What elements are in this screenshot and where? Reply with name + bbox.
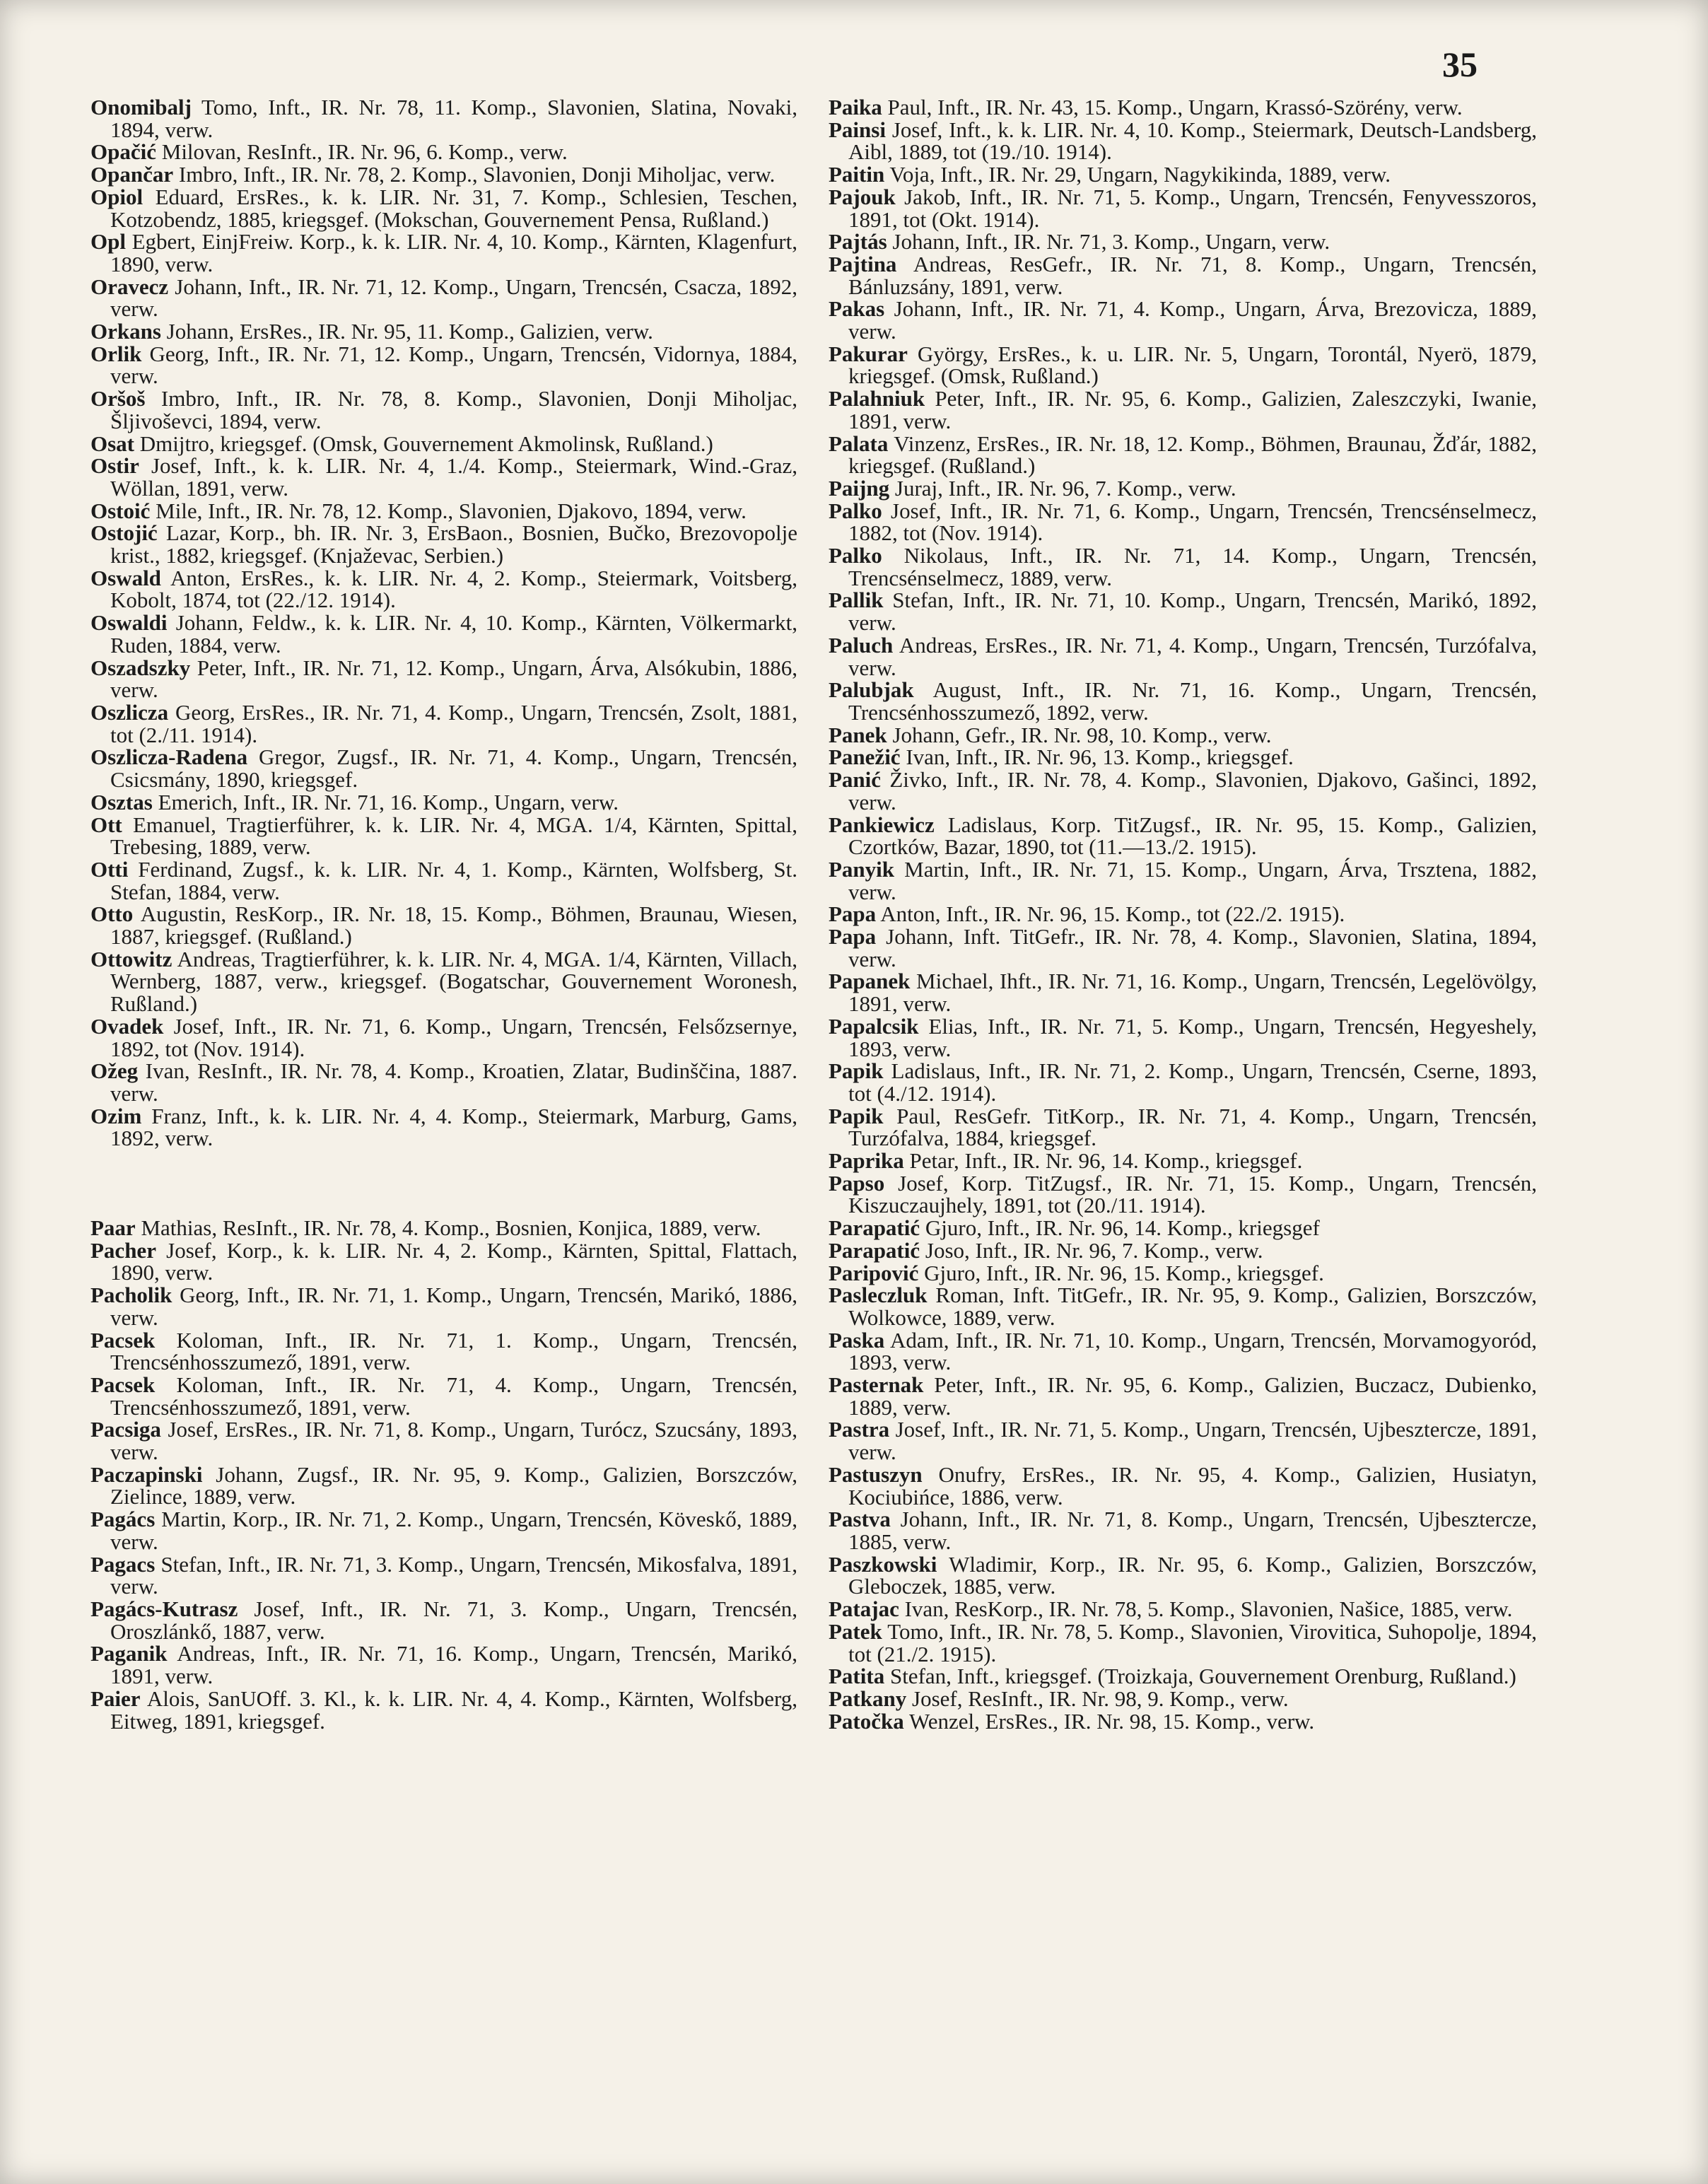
entry-details: Juraj, Inft., IR. Nr. 96, 7. Komp., verw. [889,475,1236,501]
list-entry [90,1374,797,1418]
list-entry [829,634,1537,679]
entry-details: Georg, Inft., IR. Nr. 71, 1. Komp., Ungarn, Trencsén, Marikó, 1886, verw. [110,1283,797,1330]
entry-surname: Parapatić [829,1237,920,1263]
entry-details: Andreas, ResGefr., IR. Nr. 71, 8. Komp., Ungarn, Trencsén, Bánluzsány, 1891, verw. [848,251,1537,299]
entry-details: Josef, Inft., k. k. LIR. Nr. 4, 10. Komp., Steiermark, Deutsch-Landsberg, Aibl, 1889, tot (19./10. 1914). [848,117,1537,165]
list-entry [829,1060,1537,1104]
list-entry [829,1015,1537,1060]
entry-details: August, Inft., IR. Nr. 71, 16. Komp., Ungarn, Trencsén, Trencsénhosszumező, 1892, verw. [848,677,1537,725]
list-entry [829,588,1537,636]
list-entry [90,1688,797,1732]
entry-surname: Panek [829,722,887,747]
list-entry [829,96,1537,119]
entry-surname: Palko [829,543,882,568]
list-entry [90,1598,797,1642]
entry-details: Nikolaus, Inft., IR. Nr. 71, 14. Komp., Ungarn, Trencsén, Trencsénselmecz, 1889, verw. [848,543,1537,590]
list-entry [90,455,797,499]
entry-surname: Paszkowski [829,1551,937,1577]
entry-surname: Paier [90,1686,141,1711]
entry-surname: Pastva [829,1507,891,1532]
list-entry [829,858,1537,903]
list-entry [90,1217,797,1239]
entry-details: Johann, Feldw., k. k. LIR. Nr. 4, 10. Komp., Kärnten, Völkermarkt, Ruden, 1884, verw. [110,610,797,658]
entry-details: Johann, Inft., IR. Nr. 71, 3. Komp., Ungarn, verw. [887,229,1330,255]
entry-surname: Papik [829,1058,884,1084]
entry-surname: Paska [829,1327,885,1353]
entry-surname: Painsi [829,117,886,142]
right-column [829,96,1537,1732]
entry-details: Elias, Inft., IR. Nr. 71, 5. Komp., Ungarn, Trencsén, Hegyeshely, 1893, verw. [848,1013,1537,1061]
entry-details: Michael, Ihft., IR. Nr. 71, 16. Komp., Ungarn, Trencsén, Legelövölgy, 1891, verw. [848,969,1537,1017]
entry-surname: Patita [829,1664,885,1689]
entry-details: Johann, Inft. TitGefr., IR. Nr. 78, 4. Komp., Slavonien, Slatina, 1894, verw. [848,924,1537,971]
entry-details: Josef, ErsRes., IR. Nr. 71, 8. Komp., Ungarn, Turócz, Szucsány, 1893, verw. [110,1417,797,1465]
list-entry [90,1105,797,1150]
entry-details: Vinzenz, ErsRes., IR. Nr. 18, 12. Komp., Böhmen, Braunau, Žďár, 1882, kriegsgef. (Rußland.) [848,431,1537,479]
entry-surname: Ovadek [90,1013,164,1039]
entry-details: Ladislaus, Korp. TitZugsf., IR. Nr. 95, 15. Komp., Galizien, Czortków, Bazar, 1890, tot (11.—13./2. 1915). [848,812,1537,860]
entry-surname: Pajtina [829,251,897,276]
entry-surname: Papso [829,1170,885,1196]
entry-surname: Panić [829,767,882,793]
entry-surname: Paluch [829,632,894,658]
entry-details: Anton, Inft., IR. Nr. 96, 15. Komp., tot (22./2. 1915). [876,901,1345,927]
list-entry [90,320,797,343]
list-entry [90,567,797,612]
entry-surname: Ostoić [90,498,151,523]
entry-surname: Onomibalj [90,95,192,119]
entry-surname: Oršoš [90,386,146,411]
entry-surname: Panežić [829,744,901,770]
section-gap [90,1150,797,1217]
list-entry [90,522,797,566]
list-entry [829,769,1537,813]
list-entry [90,901,797,950]
list-entry [90,612,797,656]
list-entry [829,1172,1537,1217]
entry-surname: Opančar [90,162,174,187]
entry-surname: Papa [829,901,877,927]
entry-details: Alois, SanUOff. 3. Kl., k. k. LIR. Nr. 4, 4. Komp., Kärnten, Wolfsberg, Eitweg, 1891, kriegsgef. [110,1686,797,1734]
list-entry [829,1665,1537,1688]
entry-surname: Papik [829,1103,884,1128]
entry-details: Onufry, ErsRes., IR. Nr. 95, 4. Komp., Galizien, Husiatyn, Kociubińce, 1886, verw. [848,1461,1537,1509]
entry-surname: Pacher [90,1237,156,1263]
entry-surname: Pajouk [829,184,896,209]
list-entry [90,343,797,387]
entry-surname: Pajtás [829,229,887,255]
entry-details: Josef, ResInft., IR. Nr. 98, 9. Komp., verw. [906,1686,1289,1711]
list-entry [829,1598,1537,1621]
list-entry [829,1150,1537,1172]
entry-details: Josef, Korp., k. k. LIR. Nr. 4, 2. Komp., Kärnten, Spittal, Flattach, 1890, verw. [110,1237,797,1285]
entry-surname: Paganik [90,1641,168,1666]
entry-surname: Oswaldi [90,610,168,636]
entry-details: Paul, Inft., IR. Nr. 43, 15. Komp., Ungarn, Krassó-Szörény, verw. [882,95,1463,119]
entry-details: Voja, Inft., IR. Nr. 29, Ungarn, Nagykikinda, 1889, verw. [884,162,1391,187]
list-entry [829,1461,1537,1509]
entry-details: Stefan, Inft., IR. Nr. 71, 3. Komp., Ungarn, Trencsén, Mikosfalva, 1891, verw. [110,1551,797,1599]
list-entry [90,1642,797,1687]
list-entry [90,500,797,522]
list-entry [829,1418,1537,1463]
entry-surname: Pakurar [829,341,908,366]
list-entry [90,1461,797,1509]
entry-details: Gjuro, Inft., IR. Nr. 96, 15. Komp., kriegsgef. [918,1260,1324,1285]
entry-surname: Opačić [90,139,156,165]
entry-details: Imbro, Inft., IR. Nr. 78, 2. Komp., Slavonien, Donji Miholjac, verw. [173,162,776,187]
list-entry [829,1710,1537,1733]
entry-surname: Oszlicza-Radena [90,744,248,770]
list-entry [90,163,797,186]
entry-details: Andreas, Tragtierführer, k. k. LIR. Nr. 4, MGA. 1/4, Kärnten, Villach, Wernberg, 1887, verw., kriegsgef. (Bogatschar, Gouvernement Woronesh, Rußland.) [110,946,797,1017]
entry-details: Dmijtro, kriegsgef. (Omsk, Gouvernement Akmolinsk, Rußland.) [134,431,713,456]
entry-details: Johann, Inft., IR. Nr. 71, 12. Komp., Ungarn, Trencsén, Csacza, 1892, verw. [110,274,797,322]
entry-surname: Palko [829,498,882,523]
entry-surname: Otti [90,856,129,882]
entry-surname: Ostir [90,453,139,479]
entry-surname: Pacsek [90,1372,156,1397]
entry-details: Milovan, ResInft., IR. Nr. 96, 6. Komp., verw. [156,139,568,165]
entry-surname: Palubjak [829,677,914,703]
entry-details: Franz, Inft., k. k. LIR. Nr. 4, 4. Komp., Steiermark, Marburg, Gams, 1892, verw. [110,1103,797,1151]
entry-details: Tomo, Inft., IR. Nr. 78, 5. Komp., Slavonien, Virovitica, Suhopolje, 1894, tot (21./2. 1915). [848,1618,1537,1666]
entry-details: Peter, Inft., IR. Nr. 95, 6. Komp., Galizien, Zaleszczyki, Iwanie, 1891, verw. [848,386,1537,433]
entry-details: Mathias, ResInft., IR. Nr. 78, 4. Komp., Bosnien, Konjica, 1889, verw. [135,1215,761,1241]
list-entry [90,1418,797,1463]
entry-details: Johann, Zugsf., IR. Nr. 95, 9. Komp., Galizien, Borszczów, Zielince, 1889, verw. [110,1461,797,1509]
list-entry [829,1217,1537,1239]
entry-surname: Orlik [90,341,142,366]
list-entry [829,230,1537,253]
list-entry [829,1553,1537,1598]
entry-surname: Papalcsik [829,1013,919,1039]
entry-surname: Pagács [90,1507,156,1532]
list-entry [829,746,1537,769]
entry-details: Paul, ResGefr. TitKorp., IR. Nr. 71, 4. Komp., Ungarn, Trencsén, Turzófalva, 1884, kriegsgef. [848,1103,1537,1151]
entry-details: Ivan, ResKorp., IR. Nr. 78, 5. Komp., Slavonien, Našice, 1885, verw. [899,1596,1513,1622]
entry-details: Imbro, Inft., IR. Nr. 78, 8. Komp., Slavonien, Donji Miholjac, Šljivoševci, 1894, verw. [110,386,797,433]
entry-details: Eduard, ErsRes., k. k. LIR. Nr. 31, 7. Komp., Schlesien, Teschen, Kotzobendz, 1885, kriegsgef. (Mokschan, Gouvernement Pensa, Rußland.) [110,184,797,232]
entry-surname: Pacholik [90,1283,172,1308]
entry-surname: Oravecz [90,274,169,299]
list-entry [829,1508,1537,1553]
entry-surname: Panyik [829,856,895,882]
entry-details: Petar, Inft., IR. Nr. 96, 14. Komp., kriegsgef. [903,1148,1303,1174]
entry-surname: Pastuszyn [829,1461,923,1487]
list-entry [829,1284,1537,1328]
entry-surname: Paprika [829,1148,904,1174]
entry-surname: Opiol [90,184,144,209]
entry-surname: Ott [90,812,122,837]
entry-surname: Pallik [829,588,884,613]
list-entry [829,163,1537,186]
list-entry [829,1374,1537,1418]
entry-details: Josef, Korp. TitZugsf., IR. Nr. 71, 15. Komp., Ungarn, Trencsén, Kiszuczaujhely, 1891, tot (20./11. 1914). [848,1170,1537,1218]
entry-surname: Paitin [829,162,885,187]
entry-details: Egbert, EinjFreiw. Korp., k. k. LIR. Nr. 4, 10. Komp., Kärnten, Klagenfurt, 1890, verw. [110,229,797,276]
list-entry [90,814,797,858]
entry-surname: Oszlicza [90,699,169,725]
list-entry [829,186,1537,230]
list-entry [829,500,1537,544]
list-entry [829,1688,1537,1710]
list-entry [829,903,1537,925]
list-entry [829,1262,1537,1285]
entry-details: Koloman, Inft., IR. Nr. 71, 4. Komp., Ungarn, Trencsén, Trencsénhosszumező, 1891, verw. [110,1372,797,1420]
list-entry [829,679,1537,723]
list-entry [829,119,1537,163]
list-entry [829,298,1537,342]
entry-details: Andreas, Inft., IR. Nr. 71, 16. Komp., Ungarn, Trencsén, Marikó, 1891, verw. [110,1641,797,1689]
entry-surname: Paijng [829,475,890,501]
entry-details: Josef, Inft., IR. Nr. 71, 3. Komp., Ungarn, Trencsén, Oroszlánkő, 1887, verw. [110,1596,797,1644]
list-entry [90,96,797,141]
entry-surname: Osat [90,431,134,456]
entry-surname: Pastra [829,1417,890,1442]
entry-details: Josef, Inft., IR. Nr. 71, 6. Komp., Ungarn, Trencsén, Trencsénselmecz, 1882, tot (Nov. 1914). [848,498,1537,546]
entry-surname: Parapatić [829,1215,920,1241]
entry-details: György, ErsRes., k. u. LIR. Nr. 5, Ungarn, Torontál, Nyerö, 1879, kriegsgef. (Omsk, Rußland.) [848,341,1537,389]
entry-details: Živko, Inft., IR. Nr. 78, 4. Komp., Slavonien, Djakovo, Gašinci, 1892, verw. [848,767,1537,814]
entry-surname: Palahniuk [829,386,925,411]
entry-details: Georg, ErsRes., IR. Nr. 71, 4. Komp., Ungarn, Trencsén, Zsolt, 1881, tot (2./11. 1914). [110,699,797,747]
list-entry [90,1508,797,1553]
entry-details: Adam, Inft., IR. Nr. 71, 10. Komp., Ungarn, Trencsén, Morvamogyoród, 1893, verw. [848,1327,1537,1375]
entry-surname: Pasternak [829,1372,924,1398]
entry-surname: Pasleczluk [829,1283,928,1308]
left-entries-pa [90,1217,797,1732]
page-number: 35 [1442,45,1478,84]
entry-surname: Paczapinski [90,1461,203,1487]
entry-surname: Paripović [829,1260,919,1285]
list-entry [90,1015,797,1060]
entry-details: Tomo, Inft., IR. Nr. 78, 11. Komp., Slavonien, Slatina, Novaki, 1894, verw. [110,95,797,142]
entry-surname: Orkans [90,319,161,344]
entry-details: Gregor, Zugsf., IR. Nr. 71, 4. Komp., Ungarn, Trencsén, Csicsmány, 1890, kriegsgef. [110,744,797,793]
entry-details: Martin, Korp., IR. Nr. 71, 2. Komp., Ungarn, Trencsén, Köveskő, 1889, verw. [110,1507,797,1554]
list-entry [90,1329,797,1374]
entry-details: Augustin, ResKorp., IR. Nr. 18, 15. Komp., Böhmen, Braunau, Wiesen, 1887, kriegsgef. (Rußland.) [110,901,797,950]
entry-surname: Ožeg [90,1058,139,1084]
entry-details: Peter, Inft., IR. Nr. 95, 6. Komp., Galizien, Buczacz, Dubienko, 1889, verw. [848,1372,1537,1420]
entry-details: Georg, Inft., IR. Nr. 71, 12. Komp., Ungarn, Trencsén, Vidornya, 1884, verw. [110,341,797,389]
entry-details: Johann, Gefr., IR. Nr. 98, 10. Komp., verw. [887,722,1272,747]
entry-surname: Patek [829,1618,882,1644]
list-entry [829,1239,1537,1262]
left-entries-o [90,96,797,1150]
entry-surname: Pacsiga [90,1417,161,1442]
list-entry [829,814,1537,858]
entry-details: Josef, Inft., IR. Nr. 71, 6. Komp., Ungarn, Trencsén, Felsőzsernye, 1892, tot (Nov. 1914). [110,1013,797,1061]
entry-surname: Patočka [829,1708,904,1734]
entry-details: Stefan, Inft., kriegsgef. (Troizkaja, Gouvernement Orenburg, Rußland.) [884,1664,1516,1689]
entry-details: Wladimir, Korp., IR. Nr. 95, 6. Komp., Galizien, Borszczów, Gleboczek, 1885, verw. [848,1551,1537,1599]
entry-surname: Oswald [90,565,161,590]
list-entry [829,544,1537,589]
left-column [90,96,797,1732]
list-entry [829,433,1537,477]
list-entry [829,1329,1537,1374]
entry-surname: Osztas [90,789,153,814]
entry-surname: Papanek [829,969,911,994]
list-entry [90,657,797,701]
entry-surname: Pacsek [90,1327,156,1353]
entry-details: Wenzel, ErsRes., IR. Nr. 98, 15. Komp., verw. [903,1708,1315,1734]
entry-details: Ivan, Inft., IR. Nr. 96, 13. Komp., kriegsgef. [900,744,1294,770]
entry-details: Peter, Inft., IR. Nr. 71, 12. Komp., Ungarn, Árva, Alsókubin, 1886, verw. [110,655,797,703]
entry-details: Andreas, ErsRes., IR. Nr. 71, 4. Komp., Ungarn, Trencsén, Turzófalva, verw. [848,632,1537,680]
entry-details: Koloman, Inft., IR. Nr. 71, 1. Komp., Ungarn, Trencsén, Trencsénhosszumező, 1891, verw. [110,1327,797,1375]
entry-details: Josef, Inft., k. k. LIR. Nr. 4, 1./4. Komp., Steiermark, Wind.-Graz, Wöllan, 1891, verw. [110,453,797,501]
list-entry [90,744,797,793]
entry-surname: Pakas [829,296,885,322]
entry-surname: Oszadszky [90,655,191,680]
list-entry [90,230,797,275]
list-entry [90,1239,797,1284]
list-entry [90,276,797,320]
entry-surname: Paika [829,95,882,119]
entry-details: Jakob, Inft., IR. Nr. 71, 5. Komp., Ungarn, Trencsén, Fenyvesszoros, 1891, tot (Okt. 1914). [848,184,1537,232]
list-entry [829,477,1537,500]
entry-details: Ladislaus, Inft., IR. Nr. 71, 2. Komp., Ungarn, Trencsén, Cserne, 1893, tot (4./12. 1914). [848,1058,1537,1106]
list-entry [829,387,1537,432]
entry-details: Martin, Inft., IR. Nr. 71, 15. Komp., Ungarn, Árva, Trsztena, 1882, verw. [848,856,1537,904]
entry-surname: Patkany [829,1686,907,1711]
entry-details: Gjuro, Inft., IR. Nr. 96, 14. Komp., kriegsgef [920,1215,1320,1241]
list-entry [829,970,1537,1015]
list-entry [90,141,797,163]
entry-details: Johann, Inft., IR. Nr. 71, 8. Komp., Ungarn, Trencsén, Ujbesztercze, 1885, verw. [848,1507,1537,1554]
list-entry [829,724,1537,747]
list-entry [90,791,797,814]
entry-details: Johann, ErsRes., IR. Nr. 95, 11. Komp., Galizien, verw. [160,319,653,344]
entry-details: Anton, ErsRes., k. k. LIR. Nr. 4, 2. Komp., Steiermark, Voitsberg, Kobolt, 1874, tot (22./12. 1914). [110,565,797,613]
entry-surname: Paar [90,1215,136,1241]
entry-details: Roman, Inft. TitGefr., IR. Nr. 95, 9. Komp., Galizien, Borszczów, Wolkowce, 1889, verw. [848,1283,1537,1330]
list-entry [829,343,1537,387]
entry-surname: Ostojić [90,520,158,546]
list-entry [829,253,1537,298]
list-entry [90,858,797,903]
entry-details: Joso, Inft., IR. Nr. 96, 7. Komp., verw. [920,1237,1263,1263]
entry-surname: Ottowitz [90,946,172,971]
list-entry [90,948,797,1015]
list-entry [90,1060,797,1104]
entry-surname: Papa [829,924,877,950]
list-entry [90,186,797,230]
list-entry [829,1105,1537,1150]
list-entry [90,1553,797,1598]
entry-details: Josef, Inft., IR. Nr. 71, 5. Komp., Ungarn, Trencsén, Ujbesztercze, 1891, verw. [848,1417,1537,1465]
entry-surname: Opl [90,229,126,255]
entry-details: Emanuel, Tragtierführer, k. k. LIR. Nr. 4, MGA. 1/4, Kärnten, Spittal, Trebesing, 1889, verw. [110,812,797,860]
right-entries [829,96,1537,1732]
entry-details: Ferdinand, Zugsf., k. k. LIR. Nr. 4, 1. Komp., Kärnten, Wolfsberg, St. Stefan, 1884, verw. [110,856,797,904]
entry-surname: Otto [90,901,134,927]
entry-details: Ivan, ResInft., IR. Nr. 78, 4. Komp., Kroatien, Zlatar, Budinščina, 1887. verw. [110,1058,797,1106]
entry-surname: Patajac [829,1596,899,1622]
list-entry [829,925,1537,970]
entry-surname: Ozim [90,1103,142,1128]
entry-details: Johann, Inft., IR. Nr. 71, 4. Komp., Ungarn, Árva, Brezovicza, 1889, verw. [848,296,1537,344]
list-entry [90,387,797,432]
entry-details: Lazar, Korp., bh. IR. Nr. 3, ErsBaon., Bosnien, Bučko, Brezovopolje krist., 1882, kriegsgef. (Knjaževac, Serbien.) [110,520,797,568]
entry-details: Mile, Inft., IR. Nr. 78, 12. Komp., Slavonien, Djakovo, 1894, verw. [150,498,747,523]
entry-surname: Pagacs [90,1551,156,1577]
entry-surname: Pagács-Kutrasz [90,1596,238,1621]
entry-surname: Pankiewicz [829,812,935,837]
list-entry [90,701,797,746]
list-entry [90,433,797,455]
list-entry [829,1618,1537,1666]
entry-surname: Palata [829,431,889,456]
entry-details: Stefan, Inft., IR. Nr. 71, 10. Komp., Ungarn, Trencsén, Marikó, 1892, verw. [848,588,1537,636]
list-entry [90,1284,797,1328]
entry-details: Emerich, Inft., IR. Nr. 71, 16. Komp., Ungarn, verw. [152,789,619,814]
